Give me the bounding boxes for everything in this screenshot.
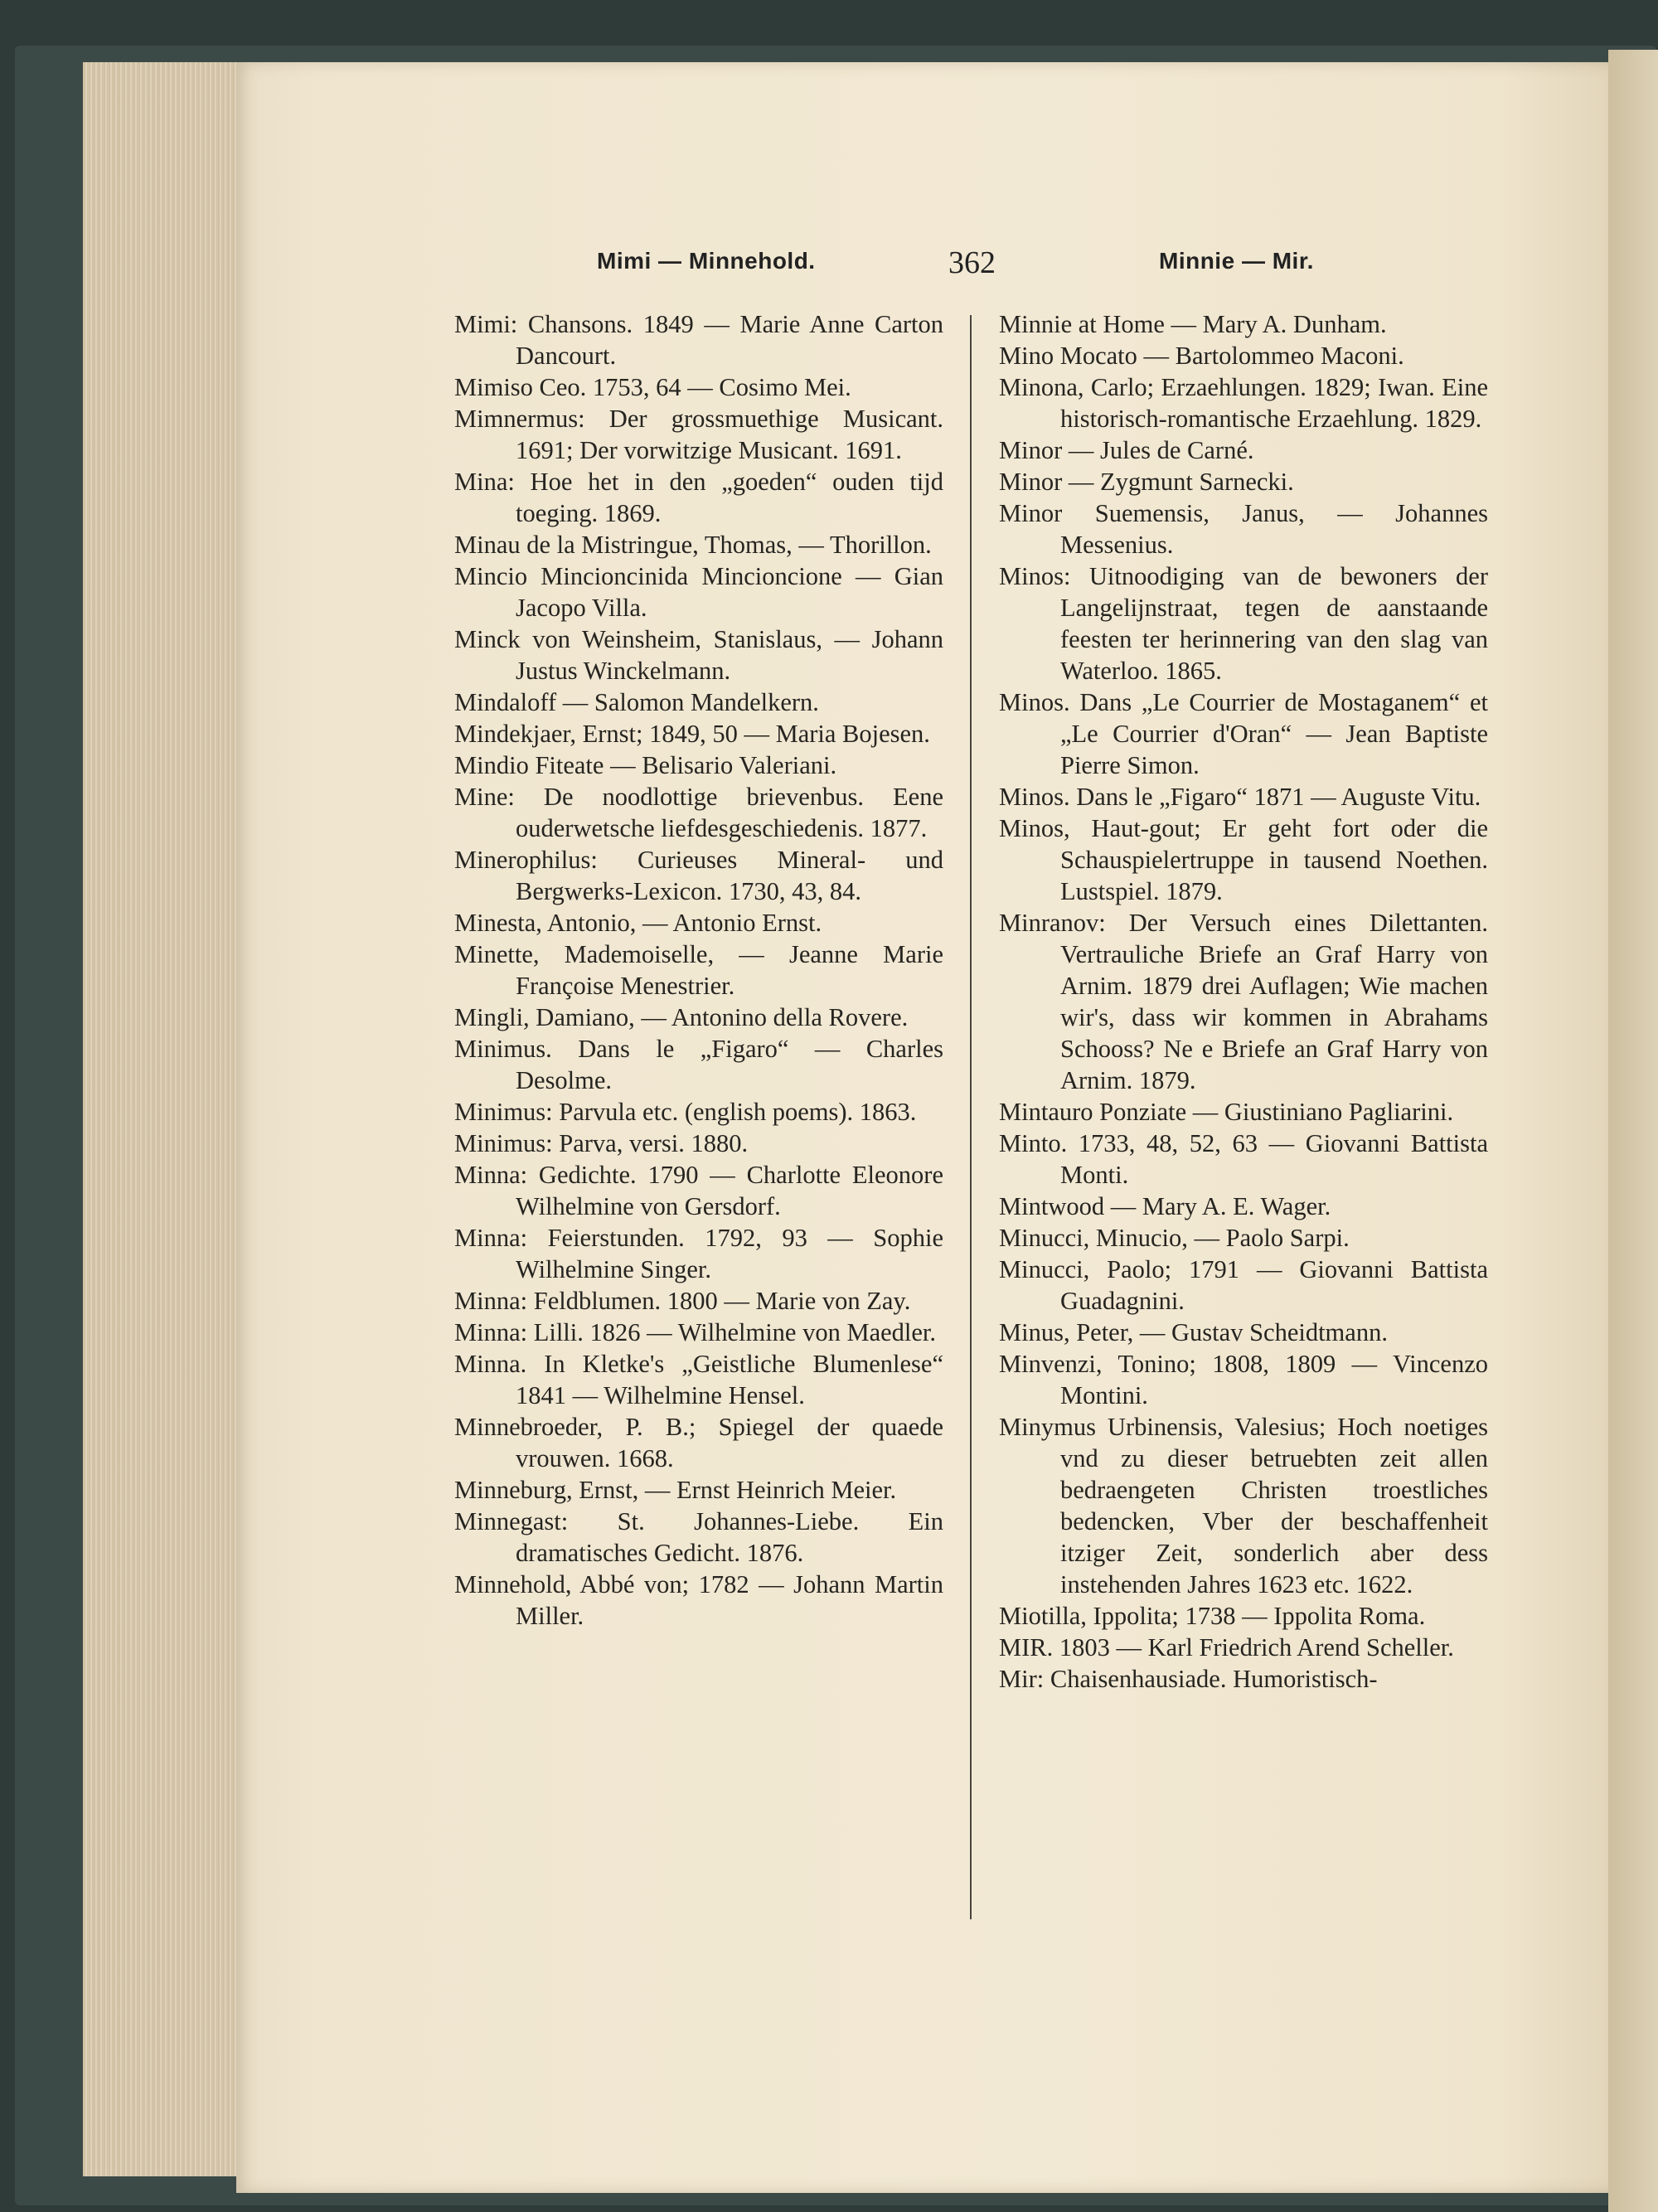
dictionary-entry: Minnie at Home — Mary A. Dunham. [999,310,1387,338]
dictionary-entry: Mingli, Damiano, — Antonino della Rovere. [454,1003,909,1031]
dictionary-entry: Mine: De noodlottige brievenbus. Eene ouderwetsche liefdesgeschiedenis. 1877. [454,783,943,842]
dictionary-entry: Mina: Hoe het in den „goeden“ ouden tijd toeging. 1869. [454,468,943,527]
dictionary-entry: Minerophilus: Curieuses Mineral- und Bergwerks-Lexicon. 1730, 43, 84. [454,846,943,905]
dictionary-entry: Mindaloff — Salomon Mandelkern. [454,688,819,716]
dictionary-entry: Minto. 1733, 48, 52, 63 — Giovanni Battista Monti. [999,1129,1488,1189]
dictionary-entry: Mintauro Ponziate — Giustiniano Pagliarini. [999,1098,1454,1126]
dictionary-entry: Minau de la Mistringue, Thomas, — Thorillon. [454,531,932,559]
dictionary-entry: Minor — Zygmunt Sarnecki. [999,468,1294,496]
dictionary-entry: Minna: Lilli. 1826 — Wilhelmine von Maedler. [454,1318,937,1346]
dictionary-entry: Minymus Urbinensis, Valesius; Hoch noetiges vnd zu dieser betruebten zeit allen bedraengeten Christen troestliches bedencken, Vber der beschaffenheit itziger Zeit, sonderlich aber dess instehenden Jahres 1623 etc. 1622. [999,1413,1488,1598]
dictionary-entry: Minette, Mademoiselle, — Jeanne Marie Françoise Menestrier. [454,940,943,1000]
left-column [454,308,943,1632]
dictionary-entry: Minos, Haut-gout; Er geht fort oder die Schauspielertruppe in tausend Noethen. Lustspiel. 1879. [999,814,1488,905]
dictionary-entry: Minranov: Der Versuch eines Dilettanten. Vertrauliche Briefe an Graf Harry von Arnim. 1879 drei Auflagen; Wie machen wir's, dass wir kommen in Abrahams Schooss? Ne e Briefe an Graf Harry von Arnim. 1879. [999,909,1488,1094]
running-header [0,245,1658,286]
dictionary-entry: Minus, Peter, — Gustav Scheidtmann. [999,1318,1388,1346]
dictionary-entry: Minna: Feldblumen. 1800 — Marie von Zay. [454,1287,911,1315]
dictionary-entry: Minvenzi, Tonino; 1808, 1809 — Vincenzo Montini. [999,1350,1488,1409]
dictionary-entry: Minucci, Paolo; 1791 — Giovanni Battista Guadagnini. [999,1255,1488,1315]
dictionary-entry: Minor Suemensis, Janus, — Johannes Messenius. [999,499,1488,559]
dictionary-entry: Minor — Jules de Carné. [999,436,1254,464]
dictionary-entry: Mir: Chaisenhausiade. Humoristisch- [999,1665,1378,1693]
dictionary-entry: Mintwood — Mary A. E. Wager. [999,1192,1331,1220]
dictionary-entry: Minna: Gedichte. 1790 — Charlotte Eleonore Wilhelmine von Gersdorf. [454,1161,943,1220]
dictionary-entry: Minimus: Parvula etc. (english poems). 1863. [454,1098,917,1126]
column-divider [970,315,972,1919]
facing-page-edge [1608,50,1658,2212]
dictionary-entry: Minucci, Minucio, — Paolo Sarpi. [999,1224,1350,1252]
dictionary-entry: Miotilla, Ippolita; 1738 — Ippolita Roma. [999,1602,1426,1630]
dictionary-entry: Minimus: Parva, versi. 1880. [454,1129,749,1157]
dictionary-entry: Minna. In Kletke's „Geistliche Blumenlese“ 1841 — Wilhelmine Hensel. [454,1350,943,1409]
dictionary-entry: Minona, Carlo; Erzaehlungen. 1829; Iwan. Eine historisch-romantische Erzaehlung. 1829. [999,373,1488,433]
dictionary-entry: Minimus. Dans le „Figaro“ — Charles Desolme. [454,1035,943,1094]
page-edges [83,62,242,2176]
header-right-guide-words: Minnie — Mir. [1159,248,1314,274]
dictionary-entry: MIR. 1803 — Karl Friedrich Arend Scheller. [999,1633,1454,1661]
dictionary-entry: Minos. Dans le „Figaro“ 1871 — Auguste Vitu. [999,783,1481,811]
dictionary-entry: Minneburg, Ernst, — Ernst Heinrich Meier. [454,1476,897,1504]
dictionary-entry: Minck von Weinsheim, Stanislaus, — Johann Justus Winckelmann. [454,625,943,685]
dictionary-entry: Mimnermus: Der grossmuethige Musicant. 1691; Der vorwitzige Musicant. 1691. [454,405,943,464]
dictionary-entry: Mincio Mincioncinida Mincioncione — Gian Jacopo Villa. [454,562,943,622]
dictionary-entry: Minna: Feierstunden. 1792, 93 — Sophie Wilhelmine Singer. [454,1224,943,1283]
header-left-guide-words: Mimi — Minnehold. [597,248,816,274]
dictionary-entry: Minos: Uitnoodiging van de bewoners der Langelijnstraat, tegen de aanstaande feesten ter herinnering van den slag van Waterloo. 1865. [999,562,1488,685]
dictionary-entry: Mindio Fiteate — Belisario Valeriani. [454,751,837,779]
dictionary-entry: Mino Mocato — Bartolommeo Maconi. [999,342,1404,370]
page-number: 362 [948,245,996,280]
dictionary-entry: Mimiso Ceo. 1753, 64 — Cosimo Mei. [454,373,851,401]
dictionary-entry: Mindekjaer, Ernst; 1849, 50 — Maria Bojesen. [454,720,930,748]
dictionary-entry: Minesta, Antonio, — Antonio Ernst. [454,909,822,937]
dictionary-entry: Minnebroeder, P. B.; Spiegel der quaede vrouwen. 1668. [454,1413,943,1472]
dictionary-entry: Mimi: Chansons. 1849 — Marie Anne Carton Dancourt. [454,310,943,370]
dictionary-entry: Minnehold, Abbé von; 1782 — Johann Martin Miller. [454,1570,943,1630]
right-column [999,308,1488,1695]
dictionary-entry: Minnegast: St. Johannes-Liebe. Ein dramatisches Gedicht. 1876. [454,1507,943,1567]
dictionary-entry: Minos. Dans „Le Courrier de Mostaganem“ et „Le Courrier d'Oran“ — Jean Baptiste Pierre Simon. [999,688,1488,779]
